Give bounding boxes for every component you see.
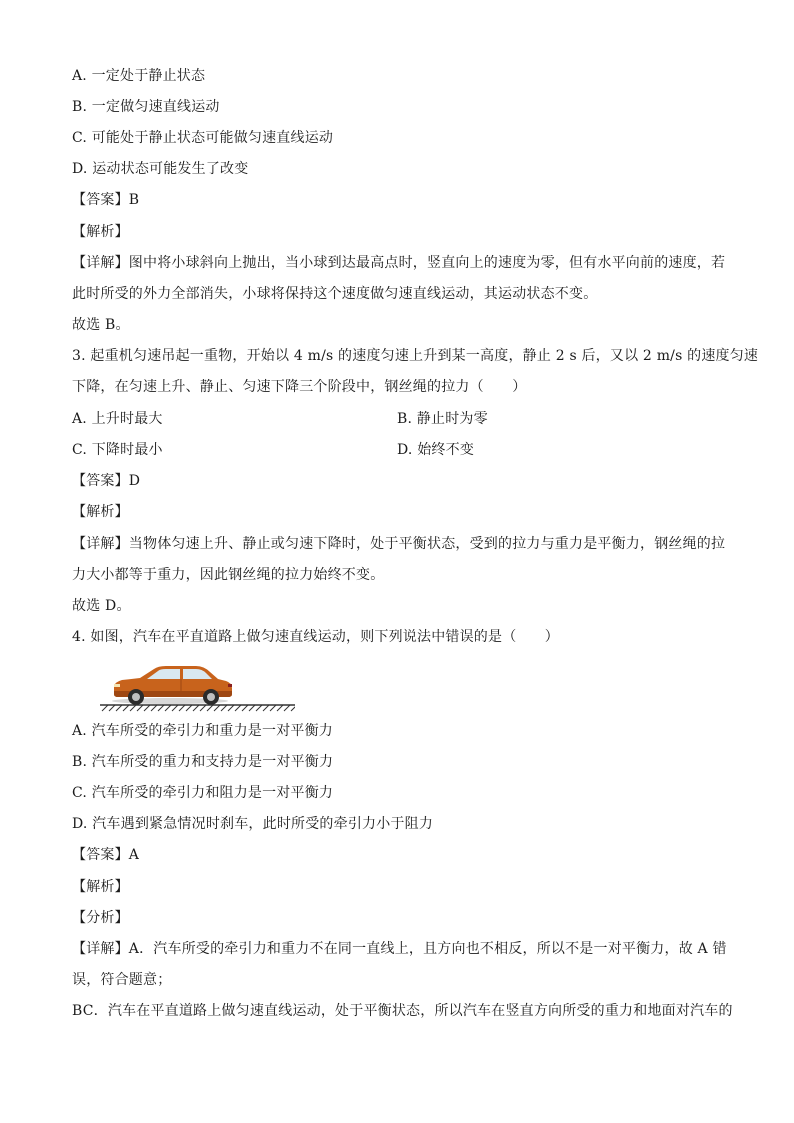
car-illustration bbox=[112, 666, 232, 705]
q3-option-d: D. 始终不变 bbox=[397, 442, 475, 458]
ground-line bbox=[100, 705, 295, 711]
q3-detail-line-1: 【详解】当物体匀速上升、静止或匀速下降时，处于平衡状态，受到的拉力与重力是平衡力，钢丝绳的拉 bbox=[72, 536, 726, 552]
q4-option-a: A. 汽车所受的牵引力和重力是一对平衡力 bbox=[72, 723, 334, 739]
q3-stem-line-2: 下降，在匀速上升、静止、匀速下降三个阶段中，钢丝绳的拉力（ ） bbox=[72, 379, 527, 395]
q2-choice: 故选 B。 bbox=[72, 317, 130, 333]
q4-detail-line-1: 【详解】A．汽车所受的牵引力和重力不在同一直线上，且方向也不相反，所以不是一对平衡力，故 A 错 bbox=[72, 941, 727, 957]
q2-answer: 【答案】B bbox=[72, 192, 140, 208]
q3-option-a: A. 上升时最大 bbox=[72, 411, 163, 427]
q4-detail-line-3: BC．汽车在平直道路上做匀速直线运动，处于平衡状态，所以汽车在竖直方向所受的重力和地面对汽车的 bbox=[72, 1003, 733, 1019]
q4-answer: 【答案】A bbox=[72, 847, 140, 863]
q3-answer: 【答案】D bbox=[72, 473, 141, 489]
q3-option-c: C. 下降时最小 bbox=[72, 442, 163, 458]
q4-stem: 4. 如图，汽车在平直道路上做匀速直线运动，则下列说法中错误的是（ ） bbox=[72, 629, 560, 645]
q3-detail-line-2: 力大小都等于重力，因此钢丝绳的拉力始终不变。 bbox=[72, 567, 385, 583]
q4-detail-line-2: 误，符合题意； bbox=[72, 972, 172, 988]
q2-option-b: B. 一定做匀速直线运动 bbox=[72, 99, 220, 115]
q2-option-a: A. 一定处于静止状态 bbox=[72, 68, 206, 84]
q2-detail-line-2: 此时所受的外力全部消失，小球将保持这个速度做匀速直线运动，其运动状态不变。 bbox=[72, 286, 598, 302]
q2-option-c: C. 可能处于静止状态可能做匀速直线运动 bbox=[72, 130, 334, 146]
q4-option-b: B. 汽车所受的重力和支持力是一对平衡力 bbox=[72, 754, 334, 770]
q4-fenxi-heading: 【分析】 bbox=[72, 910, 129, 926]
q3-analysis-heading: 【解析】 bbox=[72, 504, 129, 520]
q3-choice: 故选 D。 bbox=[72, 598, 131, 614]
q4-analysis-heading: 【解析】 bbox=[72, 879, 129, 895]
q3-option-b: B. 静止时为零 bbox=[397, 411, 488, 427]
car-on-road-figure bbox=[100, 660, 295, 712]
q2-option-d: D. 运动状态可能发生了改变 bbox=[72, 161, 249, 177]
q4-option-d: D. 汽车遇到紧急情况时刹车，此时所受的牵引力小于阻力 bbox=[72, 816, 434, 832]
q2-analysis-heading: 【解析】 bbox=[72, 224, 129, 240]
q4-option-c: C. 汽车所受的牵引力和阻力是一对平衡力 bbox=[72, 785, 334, 801]
q3-stem-line-1: 3. 起重机匀速吊起一重物，开始以 4 m/s 的速度匀速上升到某一高度，静止 2 s 后，又以 2 m/s 的速度匀速 bbox=[72, 348, 759, 364]
q2-detail-line-1: 【详解】图中将小球斜向上抛出，当小球到达最高点时，竖直向上的速度为零，但有水平向前的速度，若 bbox=[72, 255, 726, 271]
